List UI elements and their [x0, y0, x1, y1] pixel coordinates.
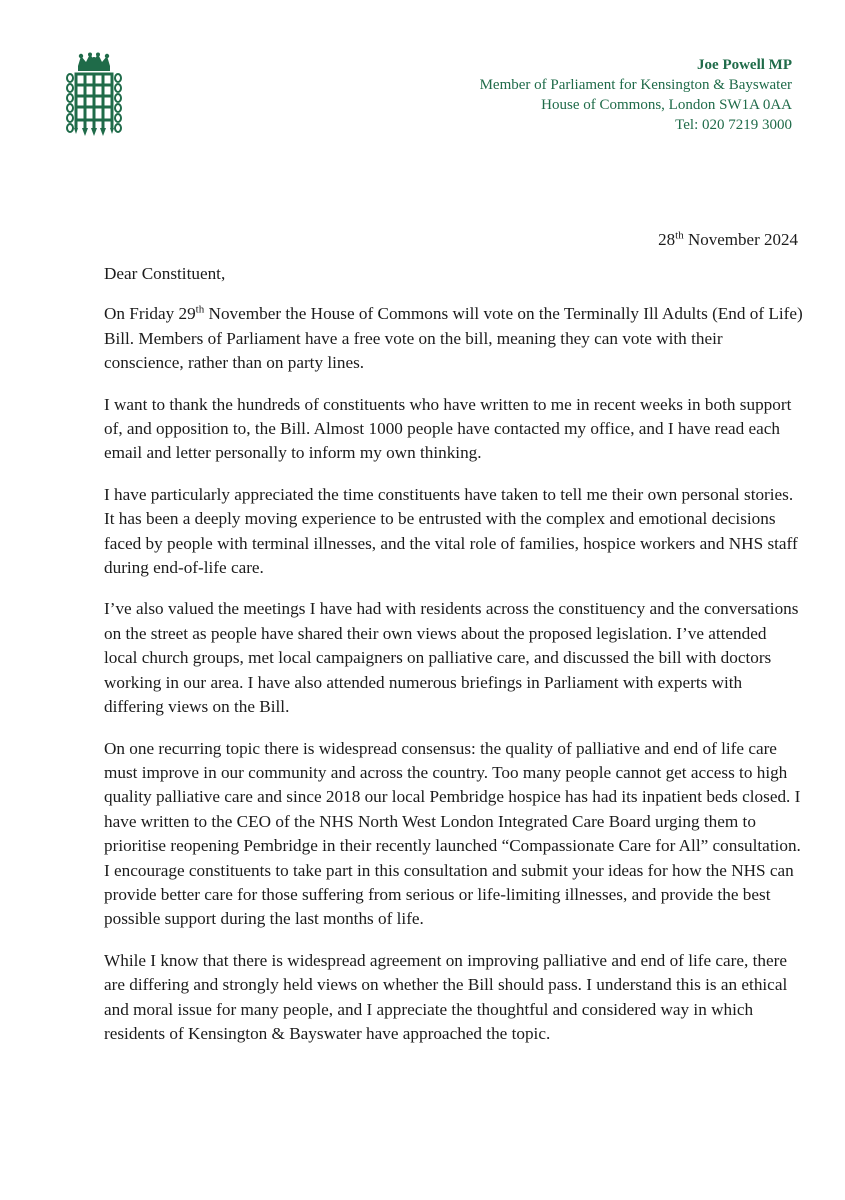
- letter-body: [104, 262, 804, 1063]
- paragraph-6: While I know that there is widespread agreement on improving palliative and end of life care, there are differing and strongly held views on whether the Bill should pass. I understand this is an ethical and moral issue for many people, and I appreciate the thoughtful and considered way in which residents of Kensington & Bayswater have approached the topic.: [104, 950, 788, 1043]
- salutation: Dear Constituent,: [104, 264, 226, 283]
- paragraph-1-rest: November the House of Commons will vote on the Terminally Ill Adults (End of Life) Bill. Members of Parliament have a free vote on the bill, meaning they can vote with their conscience, rather than on party lines.: [104, 304, 803, 373]
- portcullis-icon: [62, 52, 126, 138]
- date-day: 28: [658, 230, 676, 249]
- mp-name: Joe Powell MP: [697, 57, 792, 73]
- office-phone: Tel: 020 7219 3000: [675, 117, 792, 133]
- paragraph-1-start: On Friday 29: [104, 304, 196, 324]
- office-address: House of Commons, London SW1A 0AA: [541, 97, 792, 113]
- paragraph-1: [104, 302, 804, 375]
- mp-role: Member of Parliament for Kensington & Bayswater: [479, 77, 792, 93]
- date-rest: November 2024: [687, 230, 798, 249]
- letter-date: [658, 228, 798, 252]
- paragraph-3: I have particularly appreciated the time constituents have taken to tell me their own personal stories. It has been a deeply moving experience to be entrusted with the complex and emotional decisions faced by people with terminal illnesses, and the vital role of families, hospice workers and NHS staff during end-of-life care.: [104, 484, 798, 578]
- date-suffix: th: [675, 229, 684, 242]
- paragraph-2: I want to thank the hundreds of constituents who have written to me in recent weeks in both support of, and opposition to, the Bill. Almost 1000 people have contacted my office, and I have read each email and letter personally to inform my own thinking.: [104, 394, 792, 463]
- letterhead: [480, 55, 792, 135]
- paragraph-1-suffix: th: [195, 303, 205, 316]
- paragraph-5: On one recurring topic there is widespread consensus: the quality of palliative and end of life care must improve in our community and across the country. Too many people cannot get access to high quality palliative care and since 2018 our local Pembridge hospice has had its inpatient beds closed. I have written to the CEO of the NHS North West London Integrated Care Board urging them to prioritise reopening Pembridge in their recently launched “Compassionate Care for All” consultation. I encourage constituents to take part in this consultation and submit your ideas for how the NHS can provide better care for those suffering from serious or life-limiting illnesses, and provide the best possible support during the last months of life.: [104, 738, 801, 929]
- paragraph-4: I’ve also valued the meetings I have had with residents across the constituency and the conversations on the street as people have shared their own views about the proposed legislation. I’ve attended local church groups, met local campaigners on palliative care, and discussed the bill with doctors working in our area. I have also attended numerous briefings in Parliament with experts with differing views on the Bill.: [104, 599, 799, 717]
